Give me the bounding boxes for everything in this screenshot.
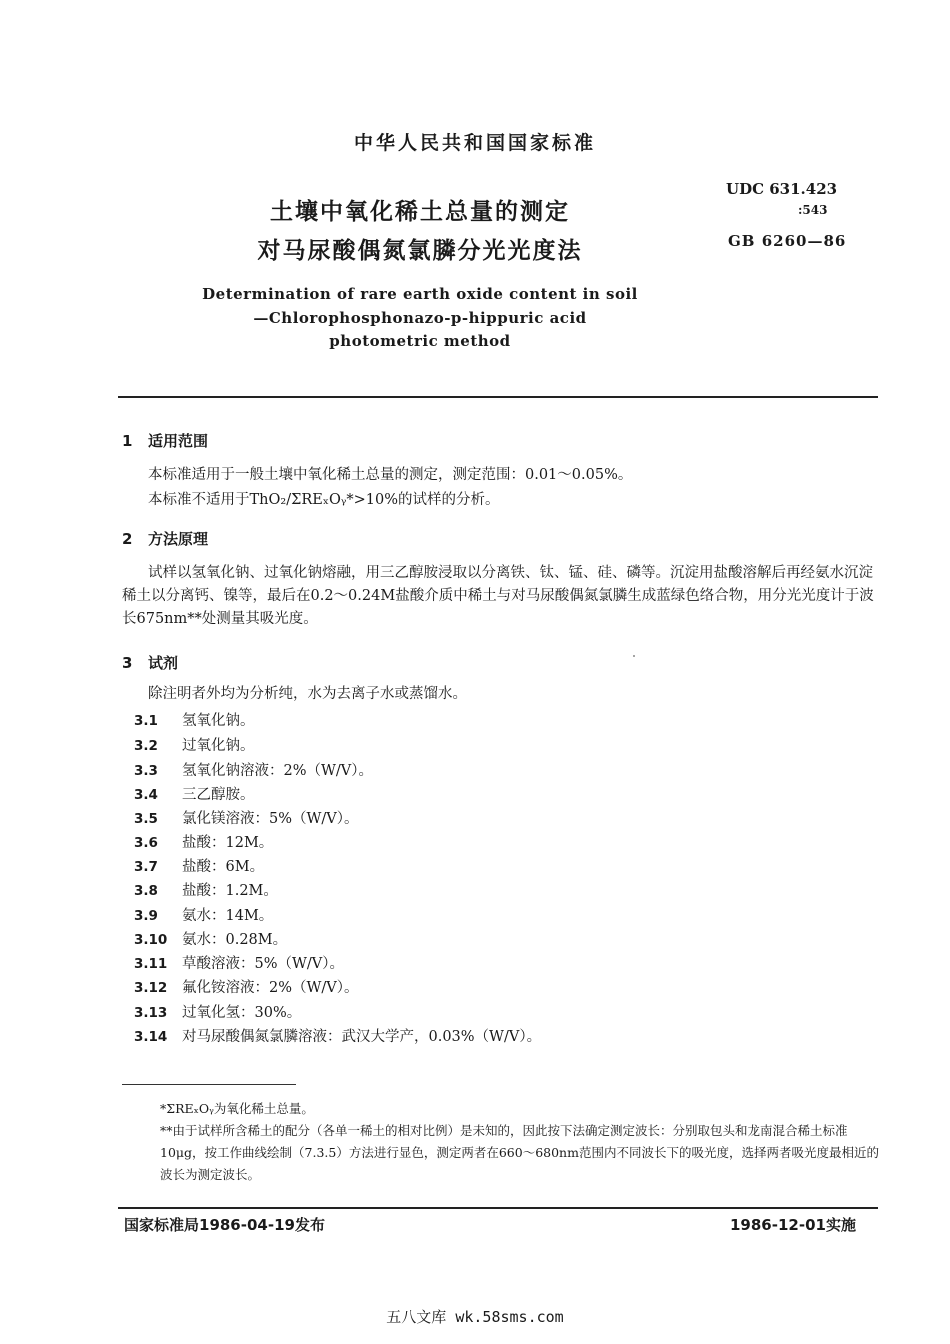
section-1-heading	[122, 430, 208, 451]
reagent-item	[134, 1001, 301, 1022]
footnote-2: **由于试样所含稀土的配分（各单一稀土的相对比例）是未知的，因此按下法确定测定波长：分别取包头和龙南混合稀土标准10μg，按工作曲线绘制（7.3.5）方法进行显色，测定两者在660～680nm范围内不同波长下的吸光度，选择两者吸光度最相近的波长为测定波长。	[160, 1123, 879, 1182]
reagent-text: 氨水：14M。	[182, 908, 274, 924]
footnote-divider	[122, 1084, 296, 1085]
reagent-number: 3.3	[134, 763, 158, 779]
reagent-number: 3.6	[134, 835, 158, 851]
reagent-text: 三乙醇胺。	[182, 787, 255, 803]
reagent-number: 3.7	[134, 859, 158, 875]
reagent-number: 3.5	[134, 811, 158, 827]
reagent-number: 3.11	[134, 956, 168, 972]
reagent-text: 氟化铵溶液：2%（W/V）。	[182, 980, 359, 996]
section-2-title: 方法原理	[148, 530, 209, 548]
reagent-item	[134, 904, 273, 925]
reagent-item	[134, 879, 278, 900]
top-divider	[118, 396, 878, 398]
title-en-line1: Determination of rare earth oxide content in soil	[202, 285, 638, 303]
implementation-date: 1986-12-01实施	[730, 1216, 856, 1234]
footnote-1: *ΣREₓOᵧ为氧化稀土总量。	[160, 1101, 314, 1116]
reagent-item	[134, 831, 273, 852]
reagent-text: 氯化镁溶液：5%（W/V）。	[182, 811, 359, 827]
reagent-item	[134, 807, 359, 828]
section-3-title: 试剂	[148, 654, 179, 672]
udc-code: UDC 631.423	[726, 180, 838, 198]
reagent-number: 3.8	[134, 883, 158, 899]
standard-type-heading: 中华人民共和国国家标准	[353, 132, 596, 154]
reagent-item	[134, 855, 264, 876]
title-en-line3: photometric method	[329, 332, 511, 350]
reagent-text: 盐酸：12M。	[182, 835, 274, 851]
section-2-heading	[122, 528, 208, 549]
reagent-text: 对马尿酸偶氮氯膦溶液：武汉大学产，0.03%（W/V）。	[182, 1029, 542, 1045]
reagent-item	[134, 976, 359, 997]
section-3-heading	[122, 652, 178, 673]
title-cn-line2: 对马尿酸偶氮氯膦分光光度法	[257, 238, 583, 264]
reagent-text: 氢氧化钠。	[182, 713, 255, 729]
reagent-item	[134, 734, 255, 755]
reagent-number: 3.1	[134, 713, 158, 729]
section-2-para: 试样以氢氧化钠、过氧化钠熔融，用三乙醇胺浸取以分离铁、钛、锰、硅、磷等。沉淀用盐酸溶解后再经氨水沉淀稀土以分离钙、镍等，最后在0.2～0.24M盐酸介质中稀土与对马尿酸偶氮氯膦生成蓝绿色络合物，用分光光度计于波长675nm**处测量其吸光度。	[122, 565, 874, 627]
gb-code: GB 6260—86	[728, 232, 847, 250]
reagent-text: 氢氧化钠溶液：2%（W/V）。	[182, 763, 374, 779]
reagent-item	[134, 759, 373, 780]
reagent-text: 过氧化氢：30%。	[182, 1005, 302, 1021]
reagent-number: 3.12	[134, 980, 168, 996]
issue-date: 国家标准局1986-04-19发布	[124, 1216, 325, 1234]
reagent-number: 3.4	[134, 787, 158, 803]
reagent-text: 氨水：0.28M。	[182, 932, 288, 948]
reagent-number: 3.10	[134, 932, 168, 948]
section-3-intro: 除注明者外均为分析纯，水为去离子水或蒸馏水。	[148, 686, 467, 702]
reagent-number: 3.9	[134, 908, 158, 924]
reagent-item	[134, 709, 255, 730]
reagent-item	[134, 928, 287, 949]
reagent-item	[134, 952, 344, 973]
scan-speck	[633, 655, 635, 657]
reagent-item	[134, 783, 255, 804]
udc-sub-code: :543	[798, 203, 828, 217]
title-cn-line1: 土壤中氧化稀土总量的测定	[270, 199, 570, 225]
reagent-text: 过氧化钠。	[182, 738, 255, 754]
section-1-number: 1	[122, 432, 133, 450]
reagent-text: 盐酸：1.2M。	[182, 883, 278, 899]
section-1-title: 适用范围	[148, 432, 209, 450]
reagent-number: 3.13	[134, 1005, 168, 1021]
section-1-para-1: 本标准适用于一般土壤中氧化稀土总量的测定，测定范围：0.01～0.05%。	[148, 467, 633, 483]
section-1-para-2: 本标准不适用于ThO₂/ΣREₓOᵧ*>10%的试样的分析。	[148, 492, 500, 508]
bottom-divider	[118, 1207, 878, 1209]
reagent-text: 盐酸：6M。	[182, 859, 265, 875]
section-3-number: 3	[122, 654, 133, 672]
reagent-text: 草酸溶液：5%（W/V）。	[182, 956, 345, 972]
reagent-item	[134, 1025, 541, 1046]
site-watermark: 五八文库 wk.58sms.com	[386, 1308, 564, 1326]
reagent-number: 3.2	[134, 738, 158, 754]
reagent-number: 3.14	[134, 1029, 168, 1045]
section-2-number: 2	[122, 530, 133, 548]
title-en-line2: —Chlorophosphonazo-p-hippuric acid	[253, 309, 587, 327]
